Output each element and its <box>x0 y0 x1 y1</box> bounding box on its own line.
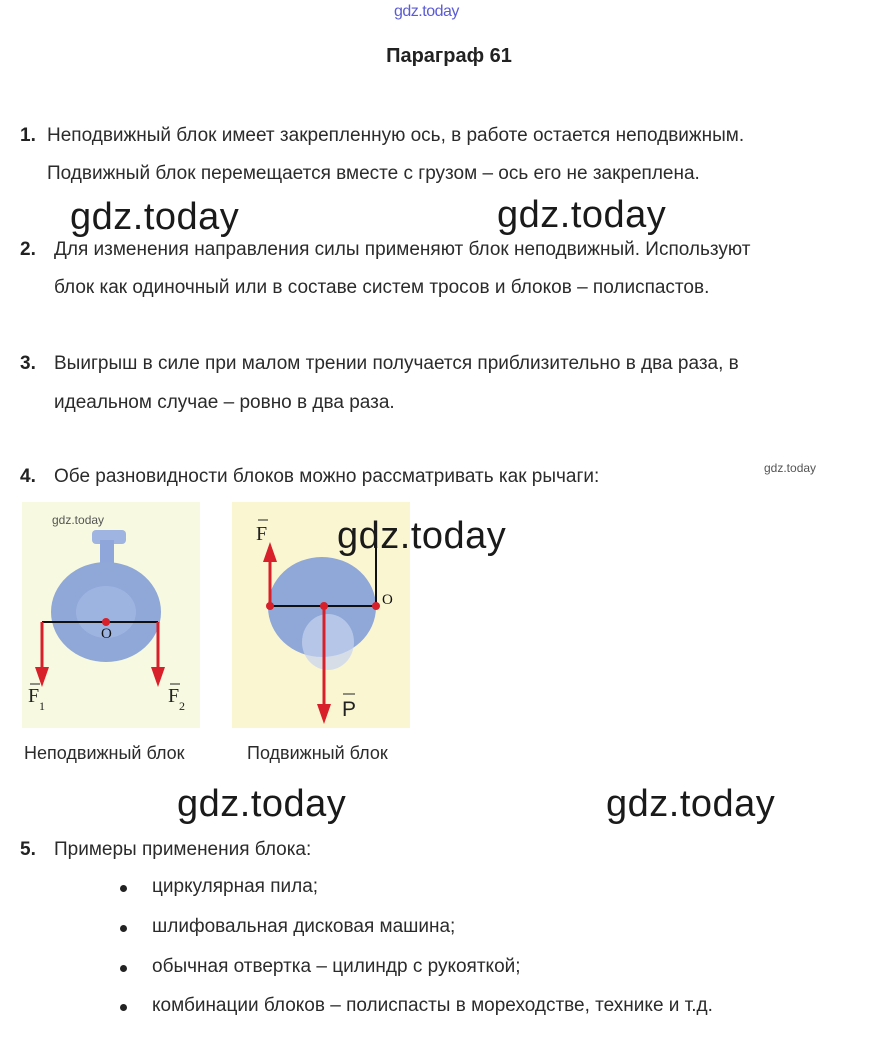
label-o: O <box>382 592 393 608</box>
load-hook <box>302 614 354 670</box>
label-f2: F <box>168 685 180 707</box>
item-2-number: 2. <box>20 239 36 260</box>
label-f: F <box>256 523 268 545</box>
watermark: gdz.today <box>606 783 776 825</box>
list-item: обычная отвертка – цилиндр с рукояткой; <box>152 956 521 977</box>
label-f1-sub: 1 <box>39 699 45 713</box>
item-3-line-1: Выигрыш в силе при малом трении получается приблизительно в два раза, в <box>54 353 739 374</box>
list-item: шлифовальная дисковая машина; <box>152 916 456 937</box>
small-watermark: gdz.today <box>52 513 105 527</box>
label-f1: F <box>28 685 40 707</box>
pivot-point <box>372 602 380 610</box>
fixed-pulley-diagram <box>22 502 200 728</box>
item-1-number: 1. <box>20 125 36 146</box>
item-2-line-1: Для изменения направления силы применяют блок неподвижный. Используют <box>54 239 751 260</box>
watermark: gdz.today <box>177 783 347 825</box>
watermark: gdz.today <box>70 196 240 238</box>
bullet-dot <box>120 965 127 972</box>
bullet-dot <box>120 885 127 892</box>
watermark: gdz.today <box>497 194 667 236</box>
small-watermark: gdz.today <box>764 461 817 475</box>
item-2-line-2: блок как одиночный или в составе систем тросов и блоков – полиспастов. <box>54 277 710 298</box>
header-watermark: gdz.today <box>394 3 459 20</box>
bullet-dot <box>120 925 127 932</box>
pivot-point <box>102 618 110 626</box>
item-4-number: 4. <box>20 466 36 487</box>
item-5-line-1: Примеры применения блока: <box>54 839 312 860</box>
label-f2-sub: 2 <box>179 699 185 713</box>
label-p: P <box>342 698 357 721</box>
item-3-line-2: идеальном случае – ровно в два раза. <box>54 392 395 413</box>
caption-movable-pulley: Подвижный блок <box>247 743 388 763</box>
item-1-line-2: Подвижный блок перемещается вместе с грузом – ось его не закреплена. <box>47 163 700 184</box>
list-item: комбинации блоков – полиспасты в мореходстве, технике и т.д. <box>152 995 713 1016</box>
item-5-number: 5. <box>20 839 36 860</box>
caption-fixed-pulley: Неподвижный блок <box>24 743 185 763</box>
item-1-line-1: Неподвижный блок имеет закрепленную ось, в работе остается неподвижным. <box>47 125 745 146</box>
list-item: циркулярная пила; <box>152 876 319 897</box>
label-o: O <box>101 626 112 642</box>
page-title: Параграф 61 <box>386 45 512 67</box>
item-3-number: 3. <box>20 353 36 374</box>
watermark: gdz.today <box>337 515 507 557</box>
bullet-dot <box>120 1004 127 1011</box>
item-4-line-1: Обе разновидности блоков можно рассматривать как рычаги: <box>54 466 600 487</box>
